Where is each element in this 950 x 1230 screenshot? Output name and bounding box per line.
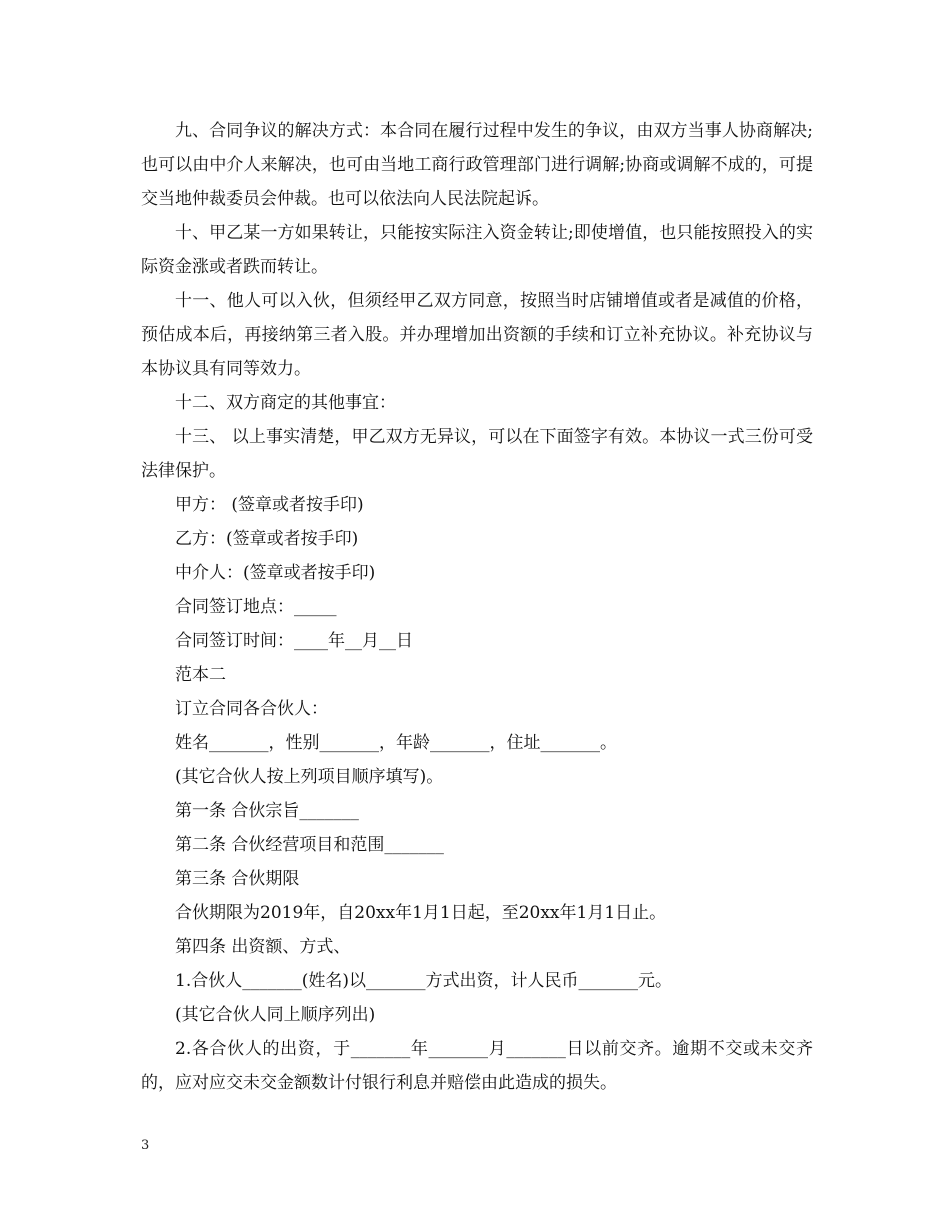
document-body: [141, 114, 813, 1100]
paragraph: 2.各合伙人的出资，于_______年_______月_______日以前交齐。逾期不交或未交齐的，应对应交未交金额数计付银行利息并赔偿由此造成的损失。: [141, 1039, 813, 1093]
paragraph: 十、甲乙某一方如果转让，只能按实际注入资金转让;即使增值，也只能按照投入的实际资金涨或者跌而转让。: [141, 223, 813, 277]
article-1: 第一条 合伙宗旨_______: [175, 801, 359, 821]
signature-line-party-a: 甲方： (签章或者按手印): [175, 495, 364, 515]
paragraph: (其它合伙人同上顺序列出): [175, 1005, 376, 1025]
signing-date-line: 合同签订时间：____年__月__日: [175, 631, 413, 651]
article-3: 第三条 合伙期限: [175, 869, 300, 889]
signature-line-party-b: 乙方：(签章或者按手印): [175, 529, 359, 549]
article-2: 第二条 合伙经营项目和范围_______: [175, 835, 444, 855]
signature-line-intermediary: 中介人：(签章或者按手印): [175, 563, 376, 583]
section-heading: 范本二: [175, 665, 226, 685]
partner-info-line: 姓名_______，性别_______，年龄_______，住址_______。: [175, 733, 617, 753]
paragraph: 十三、 以上事实清楚，甲乙双方无异议，可以在下面签字有效。本协议一式三份可受法律保护。: [141, 427, 813, 481]
paragraph: 1.合伙人_______(姓名)以_______方式出资，计人民币_______元。: [175, 971, 672, 991]
paragraph: 九、合同争议的解决方式：本合同在履行过程中发生的争议，由双方当事人协商解决;也可以由中介人来解决，也可由当地工商行政管理部门进行调解;协商或调解不成的，可提交当地仲裁委员会仲裁。也可以依法向人民法院起诉。: [141, 121, 813, 209]
paragraph: 订立合同各合伙人：: [175, 699, 328, 719]
paragraph: 合伙期限为2019年，自20xx年1月1日起，至20xx年1月1日止。: [175, 903, 667, 923]
article-4: 第四条 出资额、方式、: [175, 937, 351, 957]
page-number: 3: [141, 1138, 150, 1153]
signing-place-line: 合同签订地点：_____: [175, 597, 337, 617]
paragraph: 十二、双方商定的其他事宜：: [175, 393, 396, 413]
paragraph: (其它合伙人按上列项目顺序填写)。: [175, 767, 444, 787]
paragraph: 十一、他人可以入伙，但须经甲乙双方同意，按照当时店铺增值或者是减值的价格，预估成本后，再接纳第三者入股。并办理增加出资额的手续和订立补充协议。补充协议与本协议具有同等效力。: [141, 291, 813, 379]
